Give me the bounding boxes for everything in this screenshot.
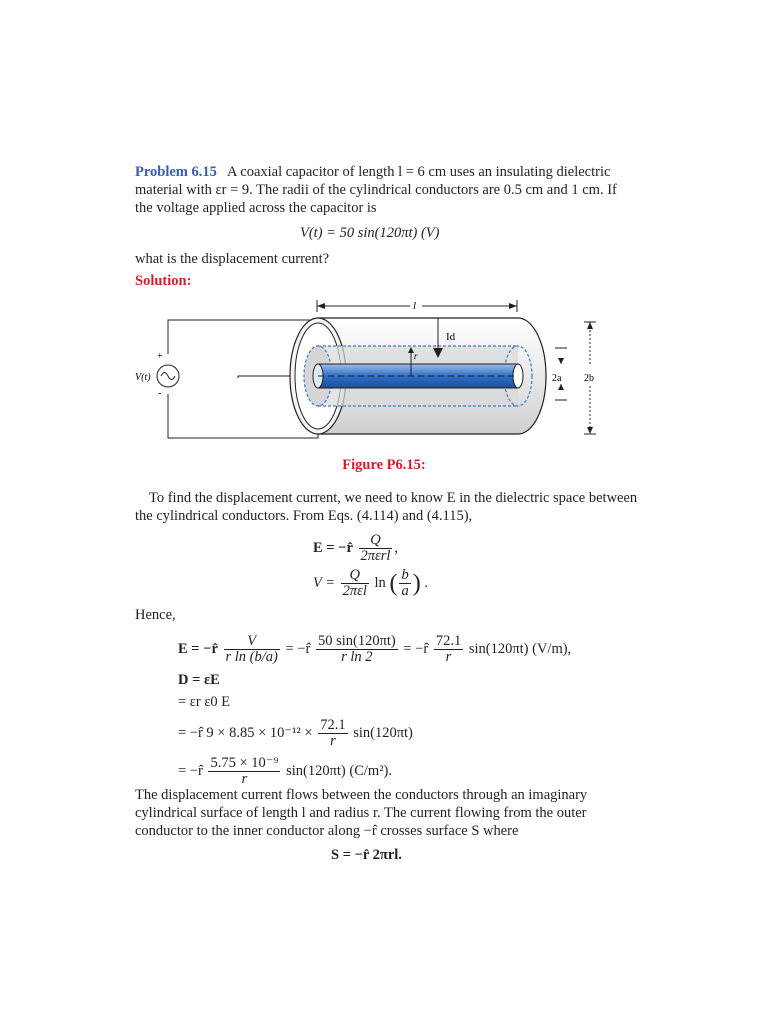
v-ln: ln [374,574,386,591]
d3-den: r [330,733,336,749]
2b-arrow-top-icon [587,322,593,329]
d3-pre: = −r̂ 9 × 8.85 × 10⁻¹² × [178,724,313,741]
d-equation-3 [178,718,413,749]
e2-f1-num: V [224,634,280,650]
problem-text-1: A coaxial capacitor of length l = 6 cm uses an insulating dielectric [226,164,611,180]
body-p1-line1: To find the displacement current, we need to know E in the dielectric space between [149,490,638,506]
solution-label: Solution: [135,273,192,289]
vt-label: V(t) [135,372,151,383]
e2-tail: sin(120πt) (V/m), [468,640,572,657]
d4-den: r [241,771,248,787]
d4-tail: sin(120πt) (C/m²). [286,762,392,779]
v-ratio-den: a [401,583,409,599]
figure-caption: Figure P6.15: [342,457,426,473]
d4-pre: = −r̂ [178,762,203,779]
v-lhs: V = [313,574,336,591]
hence-label: Hence, [135,607,176,623]
body-p2-line3: conductor to the inner conductor along −r̂ crosses surface S where [135,823,519,839]
plus-label: + [157,351,163,362]
e1-lhs: E = −r̂ [313,539,353,556]
d4-fraction [208,756,280,787]
e2-lhs: E = −r̂ [178,640,218,657]
2b-label: 2b [584,373,594,384]
e2-frac1 [224,634,280,665]
voltage-equation: V(t) = 50 sin(120πt) (V) [300,225,440,241]
e2-frac3 [434,634,463,665]
minus-label: - [158,388,162,399]
problem-question: what is the displacement current? [135,251,330,267]
surface-equation: S = −r̂ 2πrl. [331,847,402,863]
e2-f3-num: 72.1 [435,633,462,649]
body-p1-line2: the cylindrical conductors. From Eqs. (4.114) and (4.115), [135,508,473,524]
problem-line-3: the voltage applied across the capacitor is [135,200,377,216]
v-equation: V = $\frac{Q}{\text{2πεl}}$ ln ( $\frac{b}{a}$ ) . [313,567,428,599]
l-label: l [413,300,417,312]
e2-f2-den: r ln 2 [341,649,373,665]
e1-den: 2πεrl [360,548,391,564]
d4-num: 5.75 × 10⁻⁹ [210,755,279,771]
problem-line-2: material with εr = 9. The radii of the cylindrical conductors are 0.5 cm and 1 cm. If [135,182,617,198]
l-arrow-right-icon [509,303,517,309]
2a-arrow-bottom-icon [558,384,564,390]
e2-mid2: = −r̂ [403,640,429,657]
v-den: 2πεl [342,583,367,599]
v-ratio [399,568,410,599]
problem-line-1 [135,163,635,181]
l-arrow-left-icon [317,303,325,309]
e1-tail: , [394,539,399,556]
e2-f3-den: r [445,649,452,665]
d-equation-4 [178,756,392,787]
e2-mid1: = −r̂ [285,640,311,657]
v-tail: . [424,574,428,591]
e1-num: Q [359,533,393,549]
body-p2-line1: The displacement current flows between the conductors through an imaginary [135,787,588,803]
e2-frac2 [316,634,398,665]
v-ratio-num: b [401,567,409,583]
problem-label: Problem 6.15 [135,164,217,180]
id-label: Id [446,331,456,343]
d-equation-2: = εr ε0 E [178,694,231,710]
r-label: r [414,351,418,361]
d3-num: 72.1 [320,717,346,733]
e-full-equation [178,634,571,665]
d3-tail: sin(120πt) [353,724,413,741]
coax-capacitor-figure [130,296,610,446]
e-field-equation [313,533,398,564]
d3-fraction [318,718,347,749]
d-equation-1: D = εE [178,672,220,688]
e2-f2-num: 50 sin(120πt) [317,633,396,649]
2b-arrow-bottom-icon [587,427,593,434]
body-p2-line2: cylindrical surface of length l and radius r. The current flowing from the outer [135,805,587,821]
e2-f1-den: r ln (b/a) [225,649,278,665]
v-fraction [341,568,369,599]
v-num: Q [341,568,369,584]
2a-label: 2a [552,373,562,384]
2a-arrow-top-icon [558,358,564,364]
e1-fraction [359,533,393,564]
